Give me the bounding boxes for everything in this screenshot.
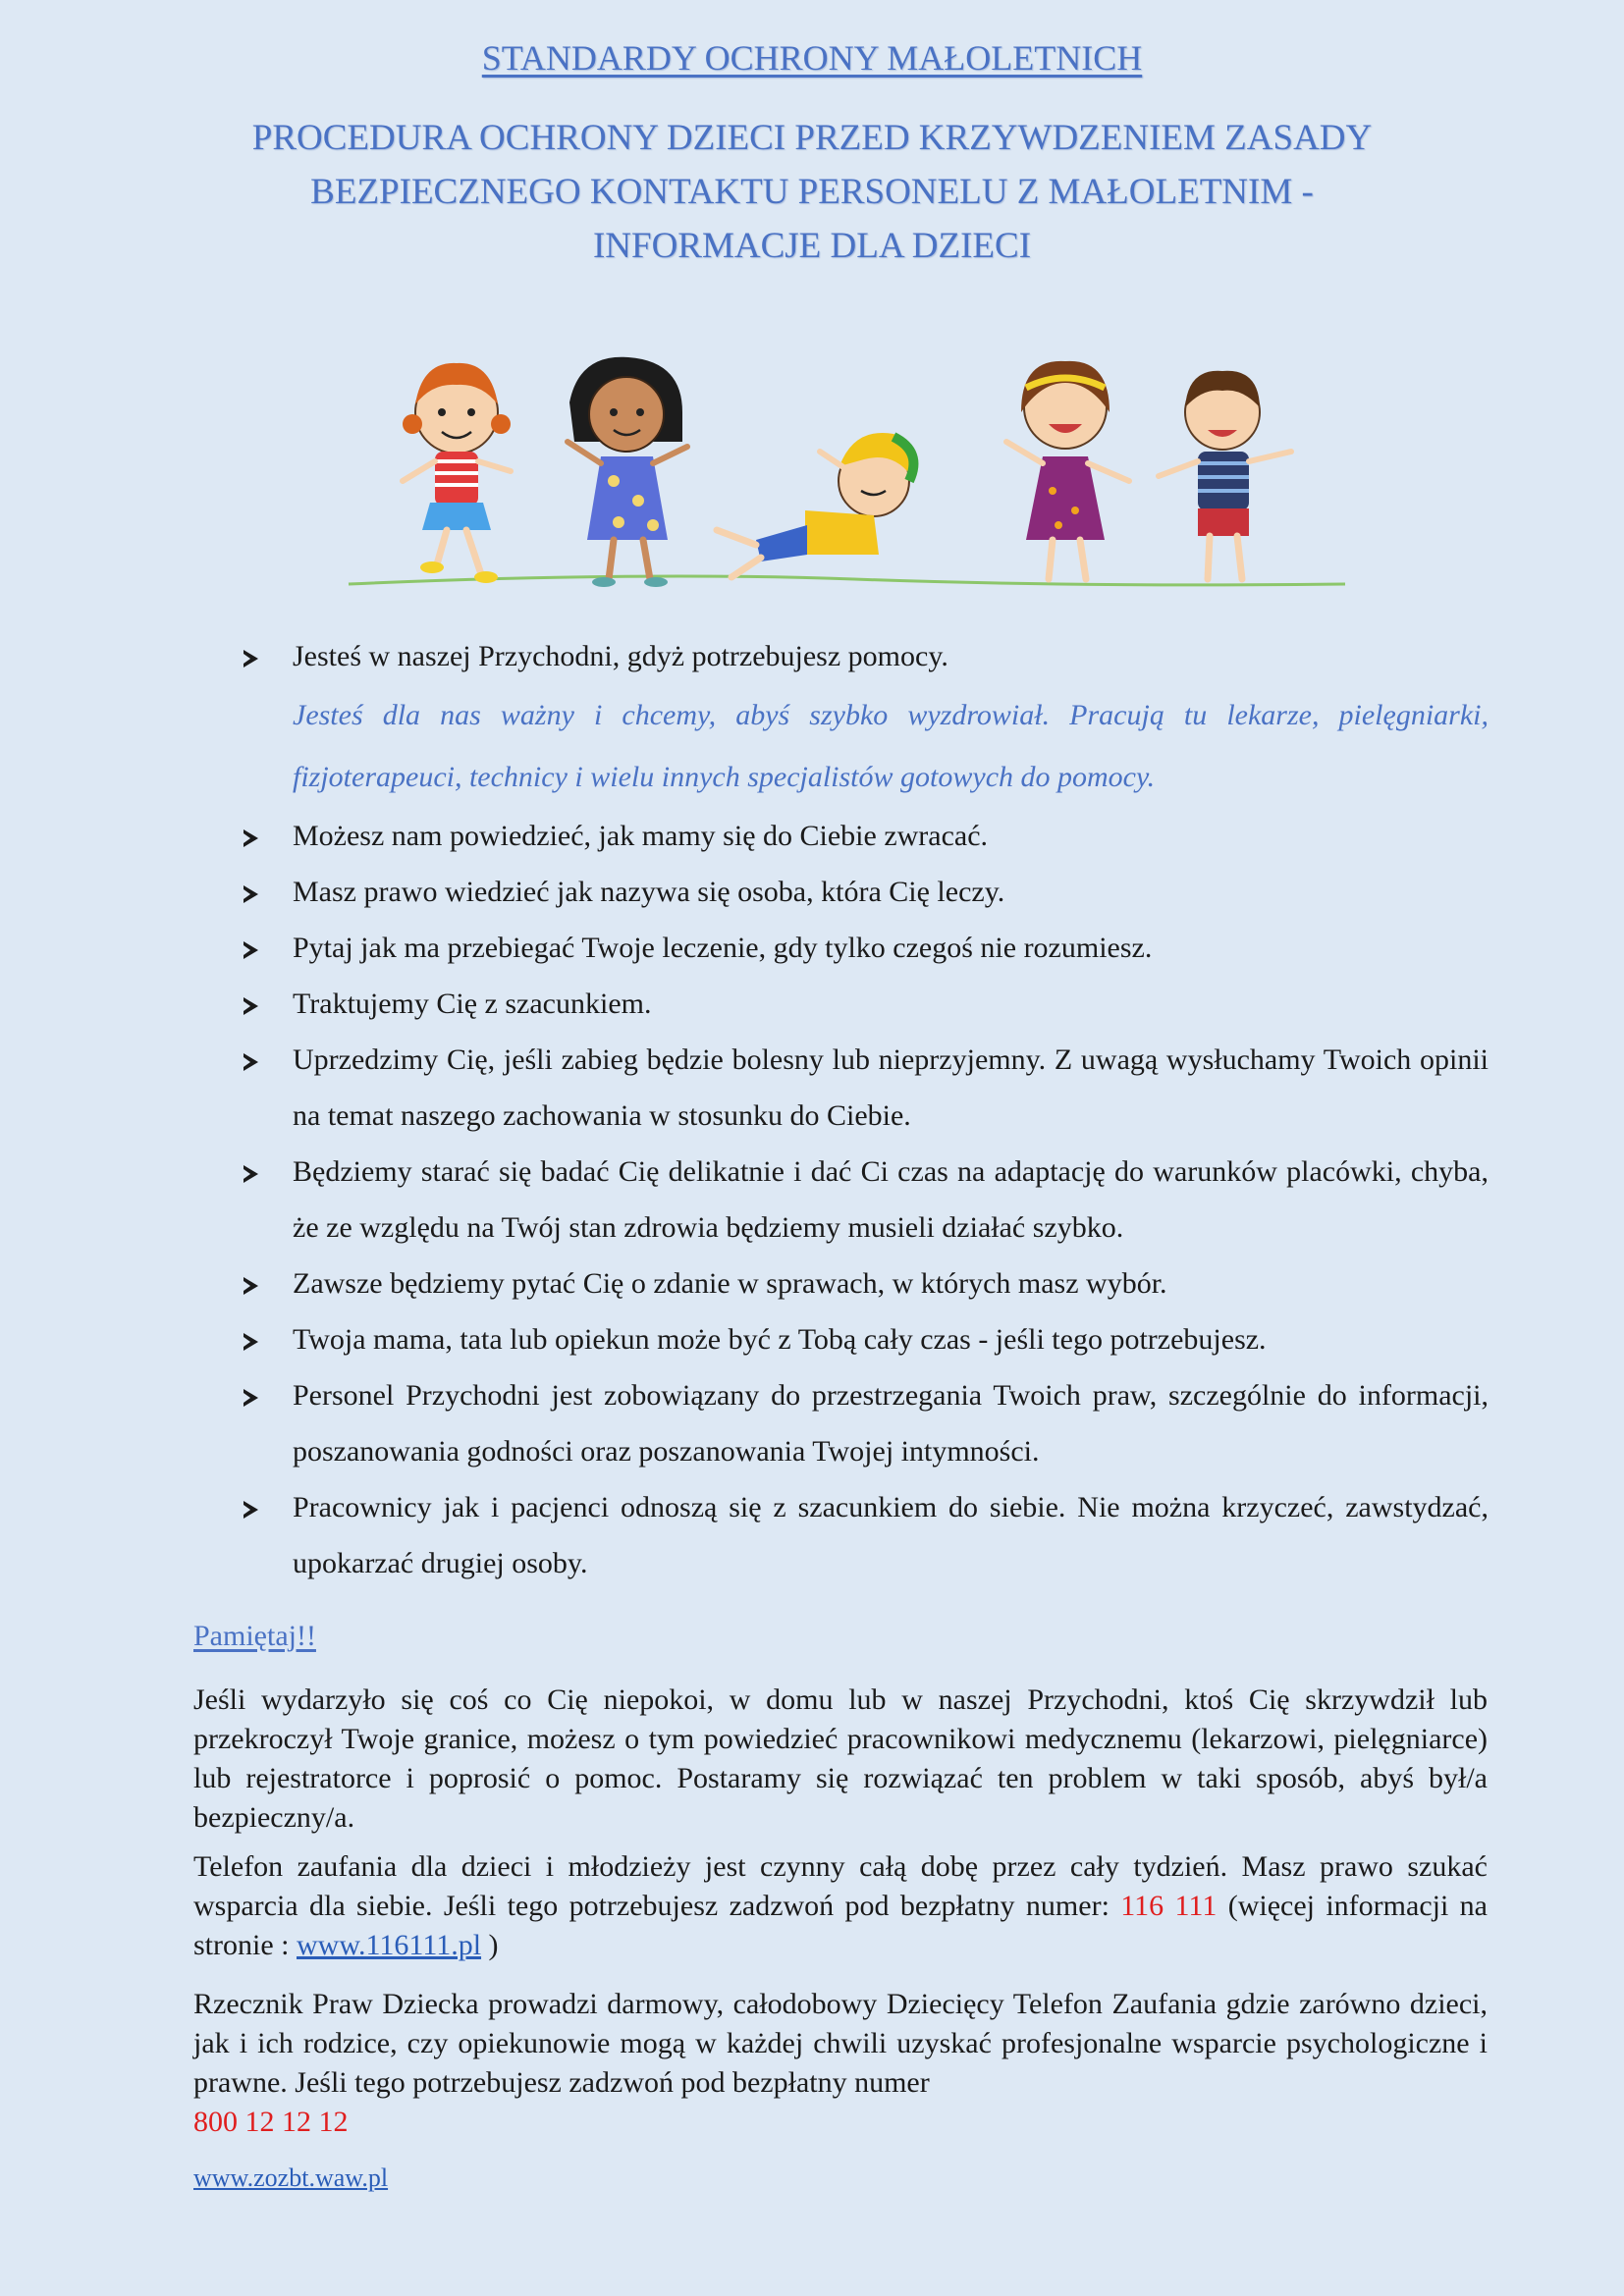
child-figure	[403, 363, 511, 583]
remember-heading: Pamiętaj!!	[193, 1620, 316, 1652]
subtitle-line: PROCEDURA OCHRONY DZIECI PRZED KRZYWDZENIEM ZASADY	[251, 118, 1373, 158]
list-item	[244, 1367, 1489, 1479]
subtitle-line: BEZPIECZNEGO KONTAKTU PERSONELU Z MAŁOLETNIM -	[310, 172, 1314, 212]
child-figure	[717, 433, 913, 577]
help-paragraph: Jeśli wydarzyło się coś co Cię niepokoi, w domu lub w naszej Przychodni, ktoś Cię skrzywdził lub przekroczył Twoje granice, możesz o tym powiedzieć pracownikowi medycznemu (lekarzowi, pielęgniarce) lub rejestratorce i poprosić o pomoc. Postaramy się rozwiązać ten problem w taki sposób, abyś był/a bezpieczny/a.	[193, 1683, 1488, 1834]
list-item-text: Zawsze będziemy pytać Cię o zdanie w sprawach, w których masz wybór.	[293, 1267, 1167, 1300]
list-item-text: Pytaj jak ma przebiegać Twoje leczenie, gdy tylko czegoś nie rozumiesz.	[293, 932, 1153, 964]
arrow-bullet-icon	[244, 1277, 258, 1295]
list-item-text: Twoja mama, tata lub opiekun może być z Tobą cały czas - jeśli tego potrzebujesz.	[293, 1323, 1267, 1356]
child-figure	[568, 357, 687, 587]
list-item	[244, 1255, 1489, 1311]
arrow-bullet-icon	[244, 1333, 258, 1351]
list-item	[244, 864, 1489, 920]
hotline-info-text: (więcej informacji na stronie :	[193, 1890, 1488, 1961]
list-item-text: Traktujemy Cię z szacunkiem.	[293, 988, 652, 1020]
child-figure	[1159, 371, 1291, 579]
list-item-text: Jesteś w naszej Przychodni, gdyż potrzebujesz pomocy.	[293, 640, 948, 672]
list-item	[244, 920, 1489, 976]
list-item	[244, 1144, 1489, 1255]
hotline-paragraph	[193, 1847, 1488, 1965]
list-item-text: Będziemy starać się badać Cię delikatnie i dać Ci czas na adaptację do warunków placówki, chyba, że ze względu na Twój stan zdrowia będziemy musieli działać szybko.	[293, 1155, 1489, 1244]
list-item-text: Możesz nam powiedzieć, jak mamy się do Ciebie zwracać.	[293, 820, 989, 852]
arrow-bullet-icon	[244, 1165, 258, 1183]
document-subtitle	[236, 111, 1388, 273]
ombudsman-paragraph	[193, 1985, 1488, 2142]
arrow-bullet-icon	[244, 1501, 258, 1519]
arrow-bullet-icon	[244, 650, 258, 667]
ombudsman-text: Rzecznik Praw Dziecka prowadzi darmowy, całodobowy Dziecięcy Telefon Zaufania gdzie zarówno dzieci, jak i ich rodzice, czy opiekunowie mogą w każdej chwili uzyskać profesjonalne wsparcie psychologiczne i prawne. Jeśli tego potrzebujesz zadzwoń pod bezpłatny numer	[193, 1988, 1488, 2099]
list-item	[244, 1311, 1489, 1367]
arrow-bullet-icon	[244, 1053, 258, 1071]
list-item-text: Uprzedzimy Cię, jeśli zabieg będzie bolesny lub nieprzyjemny. Z uwagą wysłuchamy Twoich opinii na temat naszego zachowania w stosunku do Ciebie.	[293, 1043, 1489, 1132]
arrow-bullet-icon	[244, 1389, 258, 1407]
child-figure	[1006, 361, 1129, 579]
list-item-text: Pracownicy jak i pacjenci odnoszą się z szacunkiem do siebie. Nie można krzyczeć, zawstydzać, upokarzać drugiej osoby.	[293, 1491, 1489, 1579]
arrow-bullet-icon	[244, 829, 258, 847]
rights-list	[244, 628, 1489, 1591]
arrow-bullet-icon	[244, 997, 258, 1015]
list-item	[244, 808, 1489, 864]
list-item-note: Jesteś dla nas ważny i chcemy, abyś szybko wyzdrowiał. Pracują tu lekarze, pielęgniarki, fizjoterapeuci, technicy i wielu innych specjalistów gotowych do pomocy.	[293, 699, 1489, 793]
list-item-text: Personel Przychodni jest zobowiązany do przestrzegania Twoich praw, szczególnie do informacji, poszanowania godności oraz poszanowania Twojej intymności.	[293, 1379, 1489, 1468]
arrow-bullet-icon	[244, 941, 258, 959]
playing-children-illustration	[344, 344, 1355, 599]
footer-website-link[interactable]: www.zozbt.waw.pl	[193, 2163, 389, 2192]
arrow-bullet-icon	[244, 885, 258, 903]
document-title: STANDARDY OCHRONY MAŁOLETNICH	[481, 38, 1143, 78]
list-item-text: Masz prawo wiedzieć jak nazywa się osoba, która Cię leczy.	[293, 876, 1005, 908]
list-item	[244, 1032, 1489, 1144]
hotline-website-link[interactable]: www.116111.pl	[297, 1929, 482, 1961]
hotline-phone-number: 116 111	[1120, 1890, 1218, 1922]
list-item	[244, 1479, 1489, 1591]
list-item	[244, 628, 1489, 808]
subtitle-line: INFORMACJE DLA DZIECI	[592, 226, 1032, 266]
list-item	[244, 976, 1489, 1032]
hotline-text: Telefon zaufania dla dzieci i młodzieży jest czynny całą dobę przez cały tydzień. Masz prawo szukać wsparcia dla siebie. Jeśli tego potrzebujesz zadzwoń pod bezpłatny numer:	[193, 1850, 1488, 1922]
ombudsman-phone-number: 800 12 12 12	[193, 2106, 349, 2138]
hotline-closing-text: )	[481, 1929, 499, 1961]
